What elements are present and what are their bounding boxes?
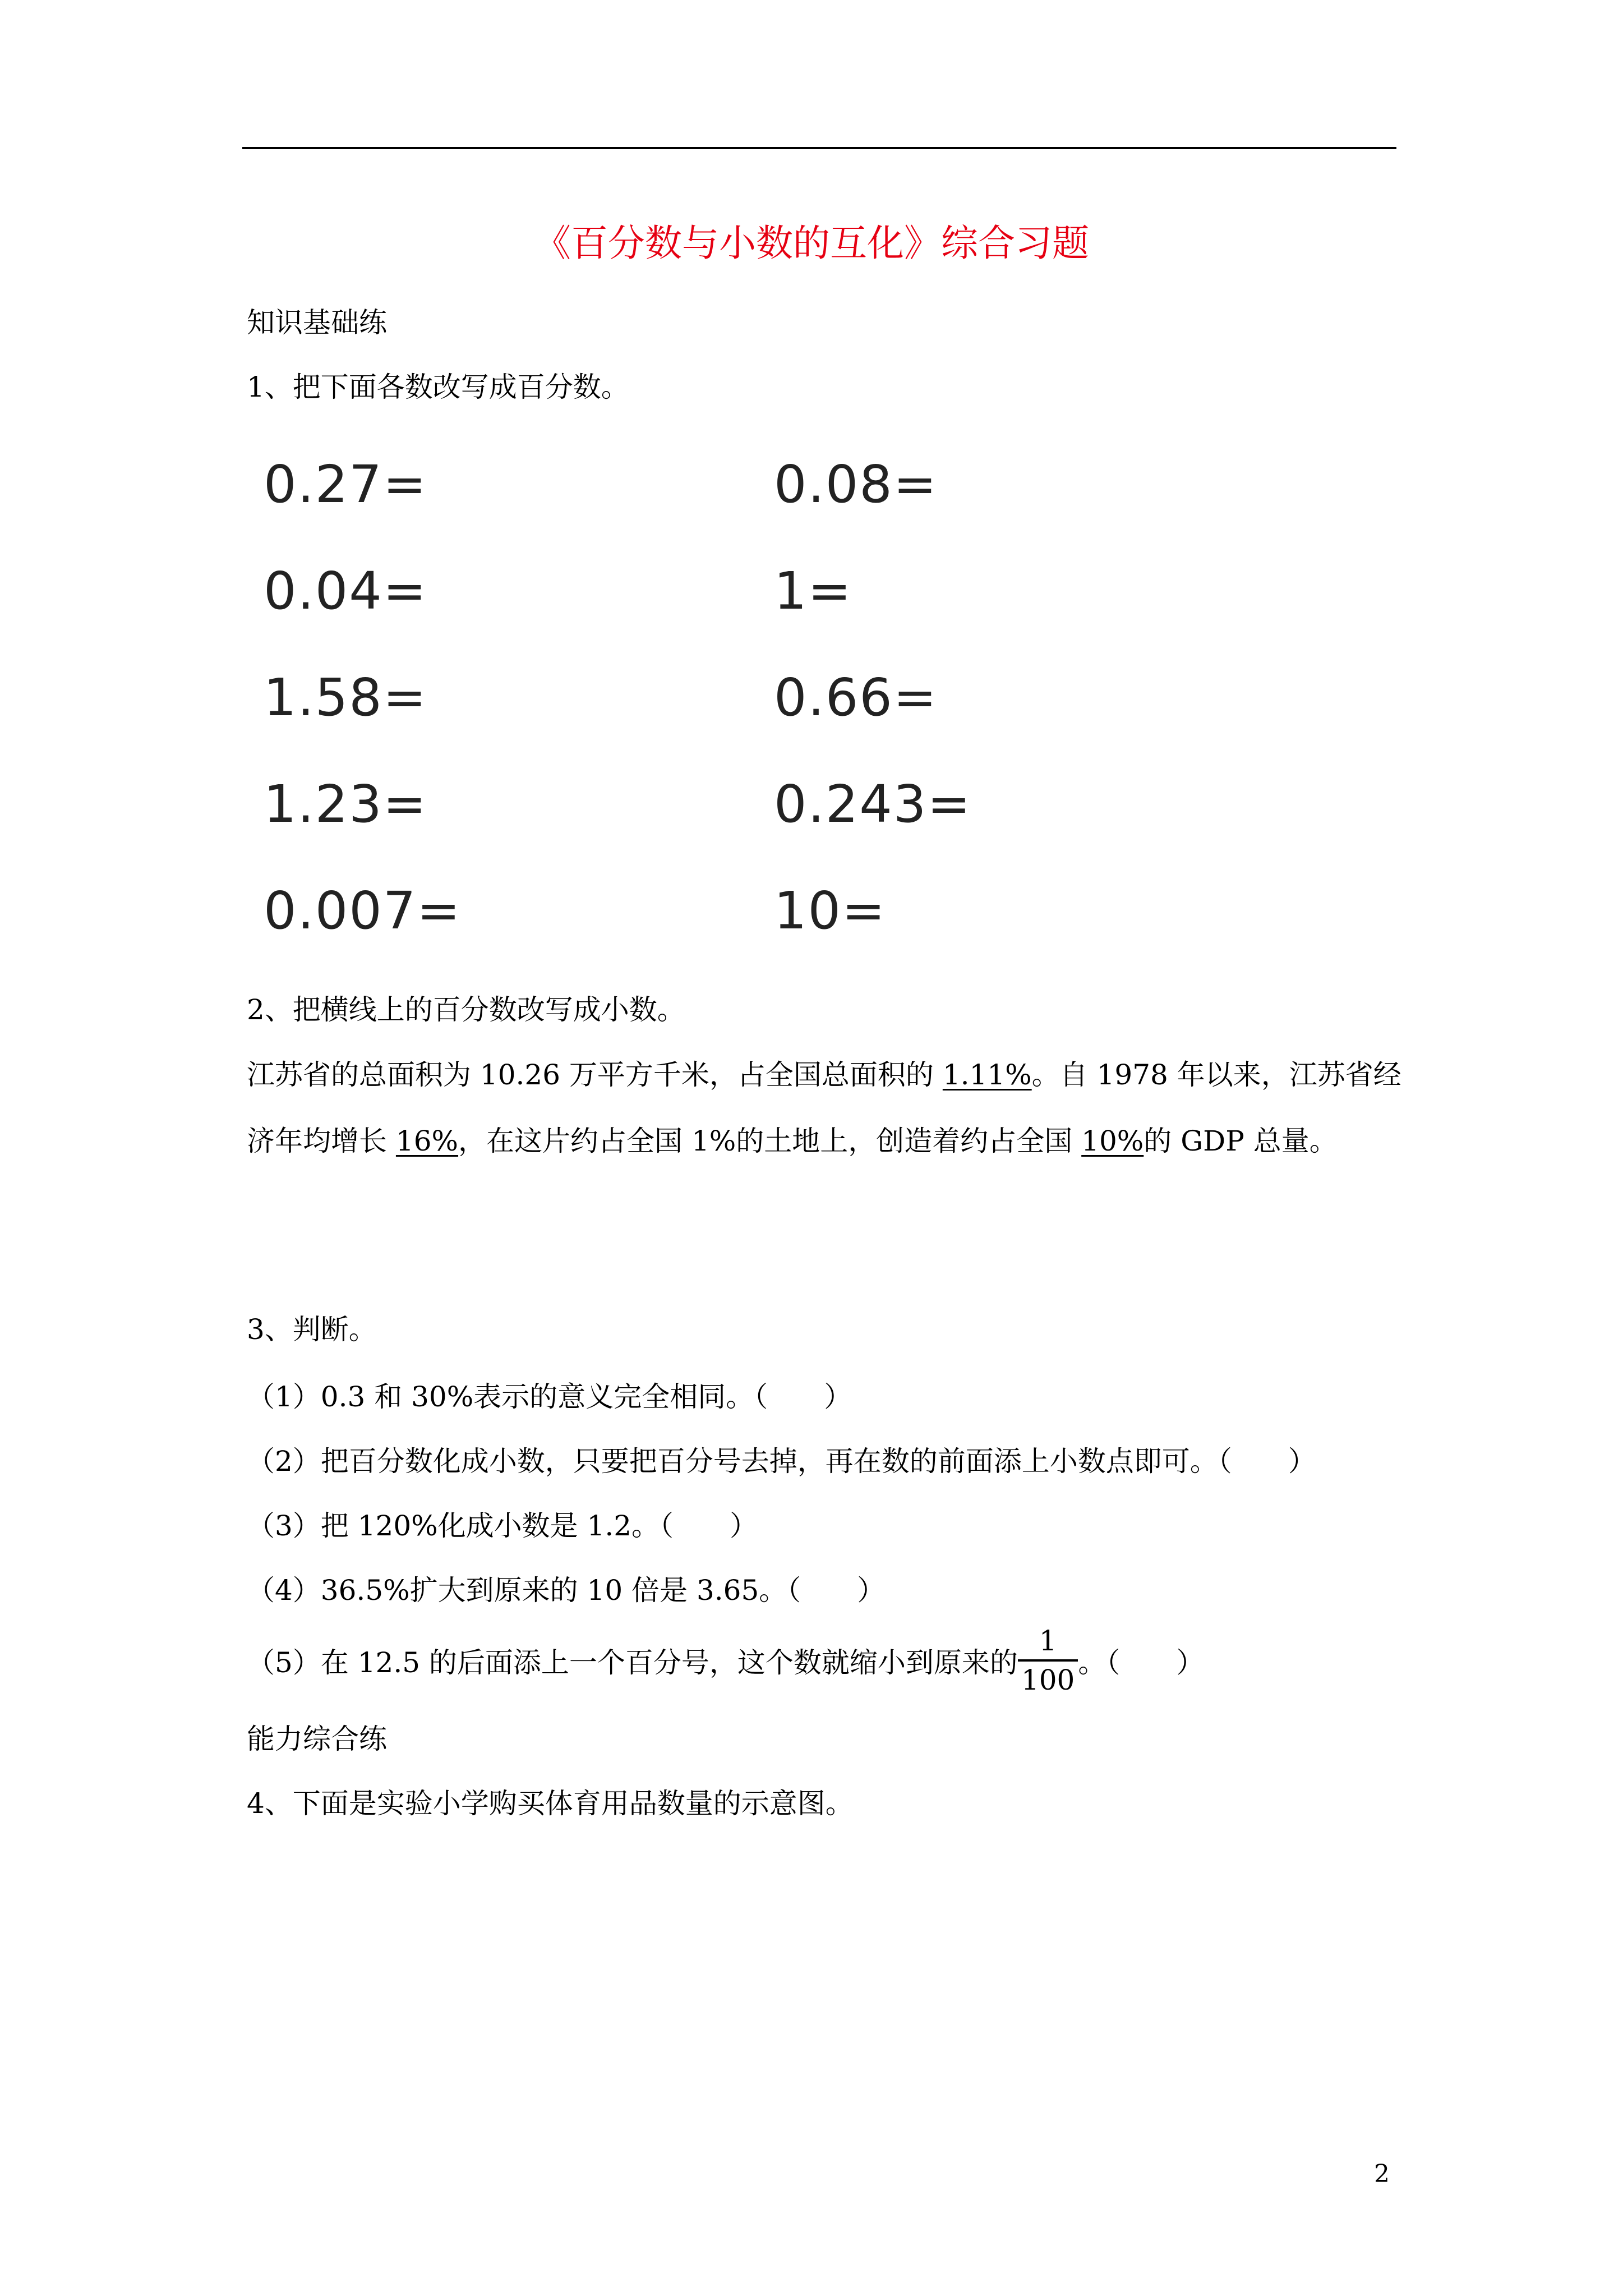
question-2-line-2 xyxy=(247,1119,1338,1159)
underlined-percent: 16% xyxy=(395,1125,459,1157)
expr-item: 0.27= xyxy=(264,454,427,514)
question-3-prompt: 3、判断。 xyxy=(247,1313,377,1346)
fraction-denominator: 100 xyxy=(1018,1659,1078,1694)
expr-item: 10= xyxy=(774,881,887,941)
expr-item: 0.66= xyxy=(774,668,938,728)
section-heading-basic: 知识基础练 xyxy=(247,306,387,339)
expr-item: 0.243= xyxy=(774,774,972,834)
section-heading-ability: 能力综合练 xyxy=(247,1723,387,1755)
text-segment: 济年均增长 xyxy=(247,1125,396,1157)
judgement-item-4: （4）36.5%扩大到原来的 10 倍是 3.65。（ ） xyxy=(247,1574,886,1607)
judgement-item-1: （1）0.3 和 30%表示的意义完全相同。（ ） xyxy=(247,1381,852,1413)
question-4-prompt: 4、下面是实验小学购买体育用品数量的示意图。 xyxy=(247,1787,854,1820)
underlined-percent: 10% xyxy=(1081,1125,1144,1157)
judgement-item-3: （3）把 120%化成小数是 1.2。（ ） xyxy=(247,1510,758,1542)
page-number: 2 xyxy=(1374,2160,1390,2188)
text-segment: （5）在 12.5 的后面添上一个百分号，这个数就缩小到原来的 xyxy=(247,1646,1018,1679)
fraction-numerator: 1 xyxy=(1039,1625,1057,1657)
expr-item: 1.58= xyxy=(264,668,427,728)
question-2-line-1 xyxy=(247,1052,1401,1093)
text-segment: 。（ ） xyxy=(1078,1646,1205,1679)
text-segment: ，在这片约占全国 1%的土地上，创造着约占全国 xyxy=(458,1125,1082,1157)
page-title: 《百分数与小数的互化》综合习题 xyxy=(534,222,1089,265)
text-segment: 江苏省的总面积为 10.26 万平方千米，占全国总面积的 xyxy=(247,1059,943,1091)
question-2-prompt: 2、把横线上的百分数改写成小数。 xyxy=(247,993,685,1026)
text-segment: 的 GDP 总量。 xyxy=(1144,1125,1338,1157)
header-rule xyxy=(242,147,1396,149)
expr-item: 0.007= xyxy=(264,881,462,941)
question-1-prompt: 1、把下面各数改写成百分数。 xyxy=(247,371,629,403)
judgement-item-5 xyxy=(247,1616,1204,1705)
expr-item: 0.08= xyxy=(774,454,938,514)
fraction xyxy=(1018,1627,1078,1694)
expr-item: 1.23= xyxy=(264,774,427,834)
underlined-percent: 1.11% xyxy=(942,1059,1032,1091)
expr-item: 1= xyxy=(774,561,852,621)
expr-item: 0.04= xyxy=(264,561,427,621)
text-segment: 。自 1978 年以来，江苏省经 xyxy=(1031,1059,1401,1091)
judgement-item-2: （2）把百分数化成小数，只要把百分号去掉，再在数的前面添上小数点即可。（ ） xyxy=(247,1445,1316,1478)
